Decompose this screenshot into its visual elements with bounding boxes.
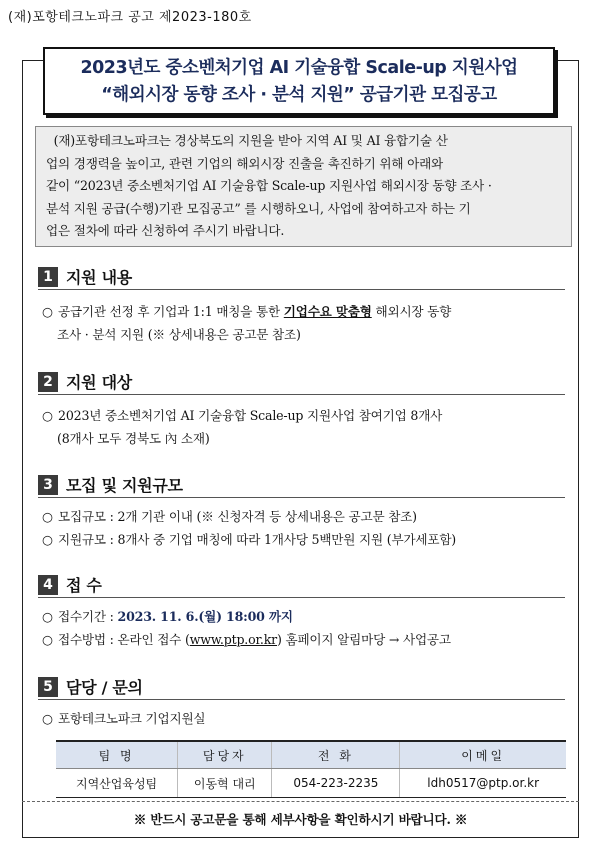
intro-line: (재)포항테크노파크는 경상북도의 지원을 받아 지역 AI 및 AI 융합기술 산 [46, 133, 448, 148]
section-3-header [38, 473, 183, 496]
bullet-marker: ○ [42, 408, 53, 423]
bullet-text: ) 홈페이지 알림마당 → 사업공고 [276, 632, 451, 647]
intro-line: 같이 “2023년 중소벤처기업 AI 기술융합 Scale-up 지원사업 해외시장 동향 조사 · [46, 178, 492, 194]
section-number-badge: 3 [38, 475, 58, 495]
title-line-1: 2023년도 중소벤처기업 AI 기술융합 Scale-up 지원사업 [80, 58, 518, 78]
notice-divider [22, 801, 579, 802]
bullet-text: 포항테크노파크 기업지원실 [58, 711, 206, 726]
intro-line: 분석 지원 공급(수행)기관 모집공고” 를 시행하오니, 사업에 참여하고자 하는 기 [46, 200, 471, 216]
list-item [42, 505, 456, 528]
website-link[interactable]: www.ptp.or.kr [189, 632, 277, 647]
bullet-marker: ○ [42, 509, 53, 524]
table-header-row [56, 741, 566, 769]
bullet-continuation: 조사 · 분석 지원 (※ 상세내용은 공고문 참조) [57, 327, 301, 342]
section-number-badge: 4 [38, 575, 58, 595]
bullet-text: 2023년 중소벤처기업 AI 기술융합 Scale-up 지원사업 참여기업 8개사 [58, 408, 443, 423]
section-4-header [38, 573, 102, 596]
section-3-bullets [42, 505, 456, 551]
column-header: 담당자 [178, 741, 272, 769]
notice-text: ※ 반드시 공고문을 통해 세부사항을 확인하시기 바랍니다. ※ [133, 812, 468, 827]
section-divider [38, 394, 565, 395]
bullet-text: 공급기관 선정 후 기업과 1:1 매칭을 통한 [58, 304, 284, 319]
section-number-badge: 5 [38, 677, 58, 697]
section-divider [38, 289, 565, 290]
table-row [56, 769, 566, 798]
section-2-header [38, 370, 132, 393]
section-title: 접 수 [66, 576, 102, 595]
section-4-bullets [42, 605, 451, 651]
section-1-header [38, 265, 132, 288]
section-divider [38, 597, 565, 598]
section-divider [38, 497, 565, 498]
bullet-marker: ○ [42, 632, 53, 647]
bullet-text: 접수방법 : 온라인 접수 ( [58, 632, 190, 647]
bullet-continuation: (8개사 모두 경북도 內 소재) [57, 431, 210, 446]
team-cell: 지역산업육성팀 [56, 769, 178, 798]
list-item [42, 528, 456, 551]
contact-person-cell: 이동혁 대리 [178, 769, 272, 798]
intro-line: 업의 경쟁력을 높이고, 관련 기업의 해외시장 진출을 촉진하기 위해 아래와 [46, 155, 443, 171]
column-header: 전 화 [272, 741, 400, 769]
section-title: 모집 및 지원규모 [66, 476, 183, 495]
list-item [42, 628, 451, 651]
section-number-badge: 1 [38, 267, 58, 287]
intro-line: 업은 절차에 따라 신청하여 주시기 바랍니다. [46, 223, 285, 239]
title-line-2: “해외시장 동향 조사 · 분석 지원” 공급기관 모집공고 [101, 85, 497, 105]
bullet-text: 해외시장 동향 [371, 304, 452, 319]
email-cell: ldh0517@ptp.or.kr [400, 769, 566, 798]
bullet-text: 지원규모 : 8개사 중 기업 매칭에 따라 1개사당 5백만원 지원 (부가세포함) [58, 532, 457, 547]
contact-table [56, 740, 566, 798]
list-item [42, 605, 451, 628]
section-5-bullet [42, 707, 205, 730]
section-title: 지원 대상 [66, 373, 132, 392]
deadline-value: 2023. 11. 6.(월) 18:00 까지 [117, 609, 293, 624]
bullet-marker: ○ [42, 711, 53, 726]
bullet-emphasis: 기업수요 맞춤형 [283, 304, 372, 319]
phone-cell: 054-223-2235 [272, 769, 400, 798]
bullet-marker: ○ [42, 304, 53, 319]
bullet-text: 모집규모 : 2개 기관 이내 (※ 신청자격 등 상세내용은 공고문 참조) [58, 509, 417, 524]
column-header: 팀 명 [56, 741, 178, 769]
section-title: 지원 내용 [66, 268, 132, 287]
bullet-text: 접수기간 : [58, 609, 118, 624]
section-2-bullet [42, 404, 442, 450]
section-5-header [38, 675, 143, 698]
section-title: 담당 / 문의 [66, 678, 143, 697]
bullet-marker: ○ [42, 609, 53, 624]
document-number: (재)포항테크노파크 공고 제2023-180호 [8, 10, 252, 25]
column-header: 이메일 [400, 741, 566, 769]
section-1-bullet [42, 300, 451, 346]
section-number-badge: 2 [38, 372, 58, 392]
section-divider [38, 699, 565, 700]
intro-paragraph [35, 126, 572, 247]
bullet-marker: ○ [42, 532, 53, 547]
title-box [43, 47, 555, 115]
